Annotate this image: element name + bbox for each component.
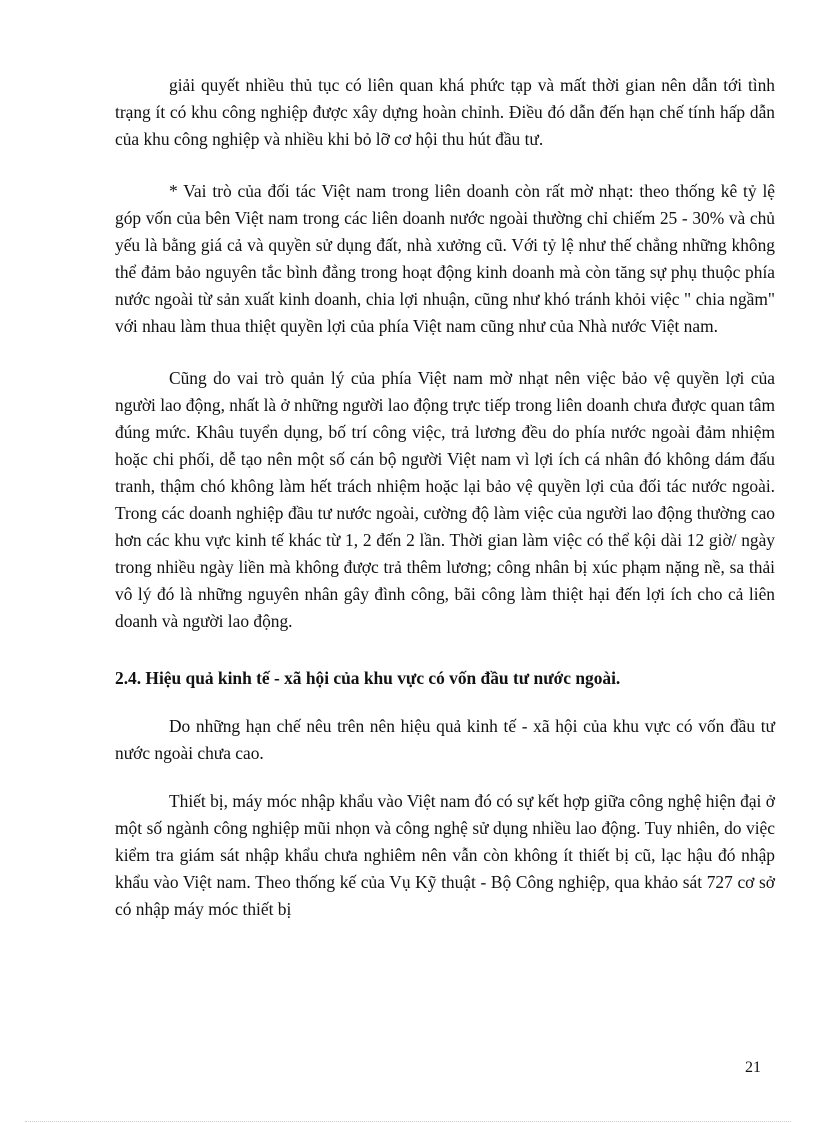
section-heading: 2.4. Hiệu quả kinh tế - xã hội của khu vực có vốn đầu tư nước ngoài. [115, 668, 621, 688]
paragraph-vietnamese-partner-role: * Vai trò của đối tác Việt nam trong liên doanh còn rất mờ nhạt: theo thống kê tỷ lệ góp vốn của bên Việt nam trong các liên doanh nước ngoài thường chỉ chiếm 25 - 30% và chủ yếu là bằng giá cả và quyền sử dụng đất, nhà xưởng cũ. Với tỷ lệ như thế chẳng những không thể đảm bảo nguyên tắc bình đẳng trong hoạt động kinh doanh mà còn tăng sự phụ thuộc phía nước ngoài từ sản xuất kinh doanh, chia lợi nhuận, cũng như khó tránh khỏi việc " chia ngầm" với nhau làm thua thiệt quyền lợi của phía Việt nam cũng như của Nhà nước Việt nam. [115, 181, 775, 336]
page-number: 21 [745, 1059, 761, 1076]
document-body [115, 72, 775, 923]
footer-divider [25, 1121, 791, 1122]
paragraph-industrial-zones: giải quyết nhiều thủ tục có liên quan khá phức tạp và mất thời gian nên dẫn tới tình trạng ít có khu công nghiệp được xây dựng hoàn chỉnh. Điều đó dẫn đến hạn chế tính hấp dẫn của khu công nghiệp và nhiều khi bỏ lỡ cơ hội thu hút đầu tư. [115, 75, 775, 149]
paragraph-efficiency-intro: Do những hạn chế nêu trên nên hiệu quả kinh tế - xã hội của khu vực có vốn đầu tư nước ngoài chưa cao. [115, 716, 775, 763]
paragraph-worker-rights: Cũng do vai trò quản lý của phía Việt nam mờ nhạt nên việc bảo vệ quyền lợi của người lao động, nhất là ở những người lao động trực tiếp trong liên doanh chưa được quan tâm đúng mức. Khâu tuyển dụng, bố trí công việc, trả lương đều do phía nước ngoài đảm nhiệm hoặc chi phối, dễ tạo nên một số cán bộ người Việt nam vì lợi ích cá nhân đó không dám đấu tranh, thậm chó không làm hết trách nhiệm hoặc lại bảo vệ quyền lợi của đối tác nước ngoài. Trong các doanh nghiệp đầu tư nước ngoài, cường độ làm việc của người lao động thường cao hơn các khu vực kinh tế khác từ 1, 2 đến 2 lần. Thời gian làm việc có thể kội dài 12 giờ/ ngày trong nhiều ngày liền mà không được trả thêm lương; công nhân bị xúc phạm nặng nề, sa thải vô lý đó là những nguyên nhân gây đình công, bãi công làm thiệt hại đến lợi ích cho cả liên doanh và người lao động. [115, 368, 775, 631]
paragraph-imported-equipment: Thiết bị, máy móc nhập khẩu vào Việt nam đó có sự kết hợp giữa công nghệ hiện đại ở một số ngành công nghiệp mũi nhọn và công nghệ sử dụng nhiều lao động. Tuy nhiên, do việc kiểm tra giám sát nhập khẩu chưa nghiêm nên vẫn còn không ít thiết bị cũ, lạc hậu đó nhập khẩu vào Việt nam. Theo thống kế của Vụ Kỹ thuật - Bộ Công nghiệp, qua khảo sát 727 cơ sở có nhập máy móc thiết bị [115, 791, 775, 919]
